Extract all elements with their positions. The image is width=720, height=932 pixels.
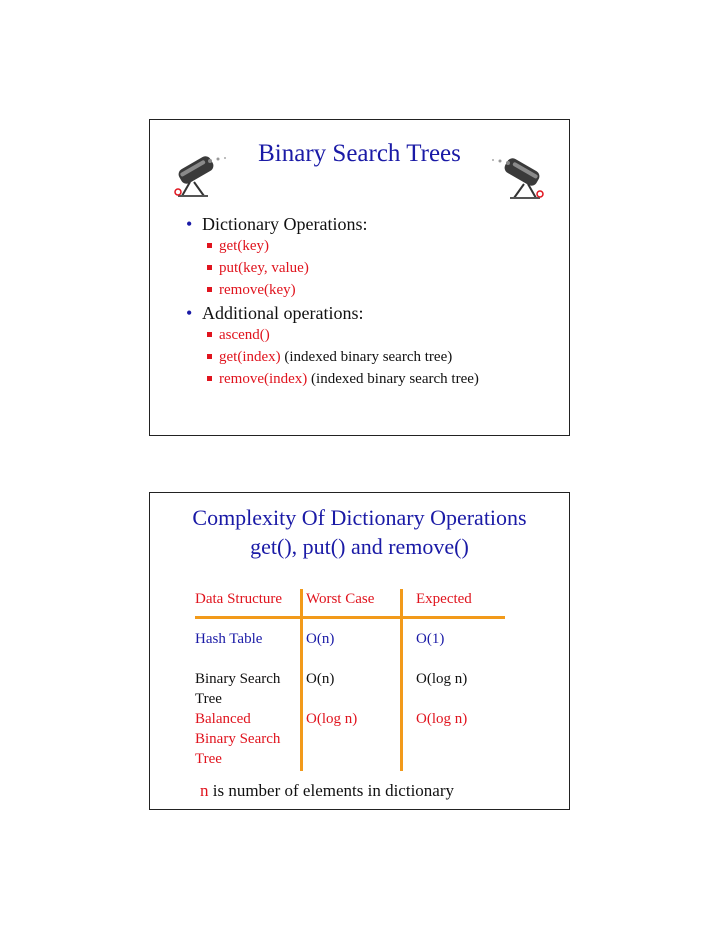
cannon-icon bbox=[488, 154, 548, 204]
sub-bullet-note: (indexed binary search tree) bbox=[307, 371, 479, 387]
slide-title-line: Complexity Of Dictionary Operations bbox=[192, 505, 527, 530]
table-header: Expected bbox=[416, 591, 472, 607]
sub-bullet-text: remove(index) bbox=[219, 371, 308, 387]
bullet-item: • Additional operations: bbox=[186, 303, 364, 323]
slide-complexity bbox=[149, 492, 570, 810]
table-cell-line: Binary Search bbox=[195, 731, 281, 747]
sub-bullet-item bbox=[186, 346, 566, 368]
table-column-divider bbox=[400, 589, 403, 771]
slide-subtitle-line: get(), put() and remove() bbox=[250, 534, 469, 559]
sub-bullet-text: remove(key) bbox=[219, 282, 296, 298]
table-column-divider bbox=[300, 589, 303, 771]
table-cell bbox=[195, 669, 280, 709]
slide-binary-search-trees bbox=[149, 119, 570, 436]
slide-title bbox=[150, 503, 569, 561]
table-cell-line: Tree bbox=[195, 751, 222, 767]
bullet-list bbox=[186, 212, 566, 390]
table-cell-line: Binary Search bbox=[195, 671, 281, 687]
sub-bullet-note: (indexed binary search tree) bbox=[280, 349, 453, 365]
bullet-text: Dictionary Operations: bbox=[202, 214, 368, 234]
table-header: Data Structure bbox=[195, 591, 283, 607]
table-cell: O(log n) bbox=[306, 711, 358, 727]
bullet-item: • Dictionary Operations: bbox=[186, 214, 368, 234]
table-cell bbox=[195, 709, 280, 769]
table-header: Worst Case bbox=[306, 591, 375, 607]
table-cell: O(n) bbox=[306, 631, 335, 647]
footnote bbox=[200, 781, 454, 801]
table-cell: O(1) bbox=[416, 631, 445, 647]
table-divider bbox=[195, 616, 505, 619]
table-cell-line: Tree bbox=[195, 691, 222, 707]
footnote-text: is number of elements in dictionary bbox=[208, 781, 454, 800]
sub-bullet-item bbox=[186, 235, 566, 257]
sub-bullet-item bbox=[186, 257, 566, 279]
sub-bullet-text: get(index) bbox=[219, 349, 281, 365]
table-cell: O(log n) bbox=[416, 711, 468, 727]
table-cell: O(log n) bbox=[416, 671, 468, 687]
slide-title: Binary Search Trees bbox=[258, 140, 461, 167]
sub-bullet-text: ascend() bbox=[219, 327, 270, 343]
bullet-text: Additional operations: bbox=[202, 303, 364, 323]
sub-bullet-item bbox=[186, 368, 566, 390]
table-cell: Hash Table bbox=[195, 631, 263, 647]
sub-bullet-text: get(key) bbox=[219, 238, 269, 254]
table-cell-line: Balanced bbox=[195, 711, 251, 727]
table-cell: O(n) bbox=[306, 671, 335, 687]
sub-bullet-item bbox=[186, 279, 566, 301]
sub-bullet-text: put(key, value) bbox=[219, 260, 309, 276]
footnote-variable: n bbox=[200, 781, 209, 800]
sub-bullet-item bbox=[186, 324, 566, 346]
